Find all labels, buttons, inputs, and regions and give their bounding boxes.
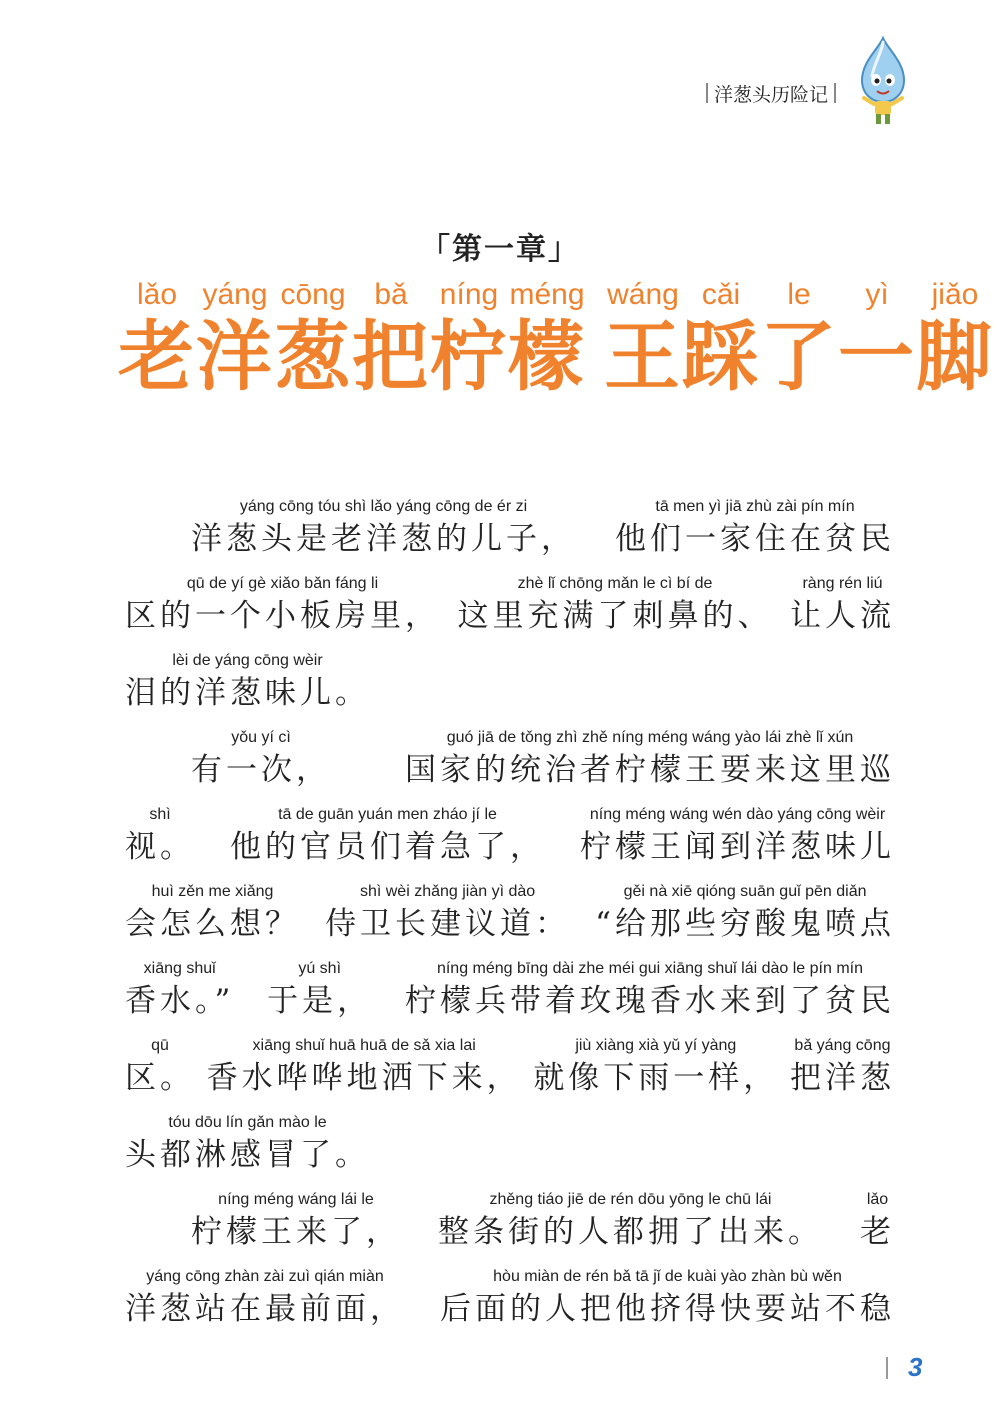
pinyin: lèi de yáng cōng wèir: [172, 652, 323, 669]
hanzi: 头都淋感冒了。: [125, 1137, 370, 1173]
title-pinyin: wáng: [607, 278, 679, 311]
pinyin-annotated-phrase: [615, 495, 895, 559]
pinyin: hòu miàn de rén bǎ tā jǐ de kuài yào zhàn bù wěn: [493, 1268, 842, 1285]
title-pinyin: cǎi: [701, 278, 741, 311]
hanzi: 柠檬王闻到洋葱味儿: [580, 829, 895, 865]
pinyin-annotated-phrase: [325, 880, 570, 944]
title-segment: [430, 275, 508, 399]
title-character: 檬: [508, 312, 586, 401]
pinyin: gěi nà xiē qióng suān guǐ pēn diǎn: [623, 883, 867, 900]
pinyin-annotated-phrase: [125, 1265, 405, 1329]
hanzi: 就像下雨一样，: [533, 1060, 779, 1096]
page-footer: [886, 1352, 922, 1383]
pinyin-annotated-phrase: [438, 1188, 823, 1252]
title-character: 葱: [274, 312, 352, 401]
pinyin-annotated-phrase: [595, 880, 895, 944]
chapter-title: [118, 275, 994, 401]
title-character: 脚: [916, 312, 994, 401]
pinyin: huì zěn me xiǎng: [151, 883, 274, 900]
pinyin: tā men yì jiā zhù zài pín mín: [655, 498, 855, 515]
title-pinyin: le: [787, 278, 811, 311]
title-segment: [760, 275, 838, 399]
pinyin: yǒu yí cì: [231, 729, 291, 746]
pinyin-annotated-phrase: [125, 880, 300, 944]
header-divider-left: [706, 83, 708, 103]
pinyin-annotated-phrase: [191, 495, 576, 559]
hanzi: 侍卫长建议道：: [325, 906, 571, 942]
title-pinyin: níng: [439, 278, 499, 311]
title-character: 一: [838, 312, 916, 401]
pinyin-annotated-phrase: [458, 572, 773, 636]
pinyin-annotated-phrase: [191, 1188, 401, 1252]
pinyin: zhěng tiáo jiē de rén dōu yōng le chū lái: [489, 1191, 772, 1208]
title-pinyin: yì: [865, 278, 889, 311]
hanzi: 国家的统治者柠檬王要来这里巡: [405, 752, 895, 788]
text-line: [125, 790, 895, 867]
hanzi: “给那些穷酸鬼喷点: [595, 906, 895, 942]
pinyin: tóu dōu lín gǎn mào le: [168, 1114, 327, 1131]
text-line: [125, 1098, 895, 1175]
pinyin-annotated-phrase: [533, 1034, 778, 1098]
pinyin: yáng cōng zhàn zài zuì qián miàn: [146, 1268, 384, 1285]
pinyin: jiù xiàng xià yǔ yí yàng: [575, 1037, 737, 1054]
pinyin-annotated-phrase: [790, 1034, 895, 1098]
text-line: [125, 482, 895, 559]
pinyin-annotated-phrase: [790, 572, 895, 636]
title-segment: [508, 275, 586, 399]
pinyin: yú shì: [298, 960, 342, 977]
hanzi: 视。: [125, 829, 195, 865]
hanzi: 柠檬兵带着玫瑰香水来到了贫民: [404, 983, 895, 1019]
pinyin: ràng rén liú: [802, 575, 883, 592]
story-text: [125, 482, 895, 1329]
title-segment: [274, 275, 352, 399]
pinyin-annotated-phrase: [125, 1034, 195, 1098]
pinyin: xiāng shuǐ huā huā de sǎ xia lai: [252, 1037, 476, 1054]
hanzi: 香水。”: [125, 983, 235, 1019]
title-segment: [196, 275, 274, 399]
hanzi: 柠檬王来了，: [191, 1214, 401, 1250]
chapter-label: 「第一章」: [420, 232, 580, 267]
pinyin-annotated-phrase: [125, 1111, 370, 1175]
hanzi: 泪的洋葱味儿。: [125, 675, 370, 711]
pinyin: zhè lǐ chōng mǎn le cì bí de: [517, 575, 713, 592]
hanzi: 老: [860, 1214, 895, 1250]
paragraph: [125, 713, 895, 1175]
title-pinyin: lǎo: [136, 278, 178, 311]
pinyin: shì wèi zhǎng jiàn yì dào: [359, 883, 536, 900]
pinyin: níng méng wáng wén dào yáng cōng wèir: [589, 806, 886, 823]
title-pinyin: méng: [509, 278, 585, 311]
pinyin-annotated-phrase: [207, 1034, 522, 1098]
title-character: 踩: [682, 312, 760, 401]
hanzi: 于是，: [267, 983, 373, 1019]
hanzi: 他的官员们着急了，: [230, 829, 545, 865]
hanzi: 这里充满了刺鼻的、: [457, 598, 773, 634]
pinyin: shì: [149, 806, 171, 823]
pinyin: níng méng wáng lái le: [218, 1191, 374, 1208]
pinyin-annotated-phrase: [191, 726, 331, 790]
hanzi: 区的一个小板房里，: [125, 598, 440, 634]
title-segment: [118, 275, 196, 399]
title-pinyin: bǎ: [374, 278, 408, 311]
text-line: [125, 944, 895, 1021]
title-character: 了: [760, 312, 838, 401]
title-segment: [352, 275, 430, 399]
pinyin: bǎ yáng cōng: [794, 1037, 891, 1054]
pinyin-annotated-phrase: [125, 572, 440, 636]
paragraph: [125, 482, 895, 713]
title-segment: [682, 275, 760, 399]
pinyin-annotated-phrase: [125, 649, 370, 713]
title-character: 洋: [196, 312, 274, 401]
pinyin-annotated-phrase: [267, 957, 372, 1021]
text-line: [125, 713, 895, 790]
pinyin: guó jiā de tǒng zhì zhě níng méng wáng yào lái zhè lǐ xún: [446, 729, 854, 746]
header-divider-right: [834, 83, 836, 103]
hanzi: 整条街的人都拥了出来。: [438, 1214, 823, 1250]
title-character: 老: [118, 312, 196, 401]
book-title: 洋葱头历险记: [714, 84, 829, 106]
hanzi: 他们一家住在贫民: [615, 521, 895, 557]
pinyin-annotated-phrase: [860, 1188, 895, 1252]
hanzi: 区。: [125, 1060, 195, 1096]
pinyin-annotated-phrase: [440, 1265, 895, 1329]
hanzi: 有一次，: [191, 752, 331, 788]
title-segment: [838, 275, 916, 399]
hanzi: 会怎么想？: [125, 906, 300, 942]
pinyin-annotated-phrase: [230, 803, 545, 867]
running-header: [700, 78, 842, 108]
pinyin-annotated-phrase: [580, 803, 895, 867]
text-line: [125, 1252, 895, 1329]
paragraph: [125, 1175, 895, 1329]
title-pinyin: yáng: [202, 278, 268, 311]
hanzi: 后面的人把他挤得快要站不稳: [440, 1291, 895, 1327]
title-pinyin: cōng: [280, 278, 346, 311]
title-pinyin: jiǎo: [931, 278, 979, 311]
pinyin: lǎo: [866, 1191, 889, 1208]
title-segment: [604, 275, 682, 399]
onion-mascot-illustration: [852, 36, 914, 128]
pinyin-annotated-phrase: [125, 957, 234, 1021]
pinyin: xiāng shuǐ: [143, 960, 216, 977]
hanzi: 把洋葱: [789, 1060, 895, 1096]
pinyin-annotated-phrase: [405, 726, 895, 790]
title-segment: [916, 275, 994, 399]
title-character: 把: [352, 312, 430, 401]
pinyin: qū: [151, 1037, 169, 1054]
title-character: 王: [604, 312, 682, 401]
hanzi: 洋葱头是老洋葱的儿子，: [191, 521, 576, 557]
pinyin-annotated-phrase: [405, 957, 895, 1021]
pinyin: níng méng bīng dài zhe méi gui xiāng shuǐ lái dào le pín mín: [436, 960, 863, 977]
hanzi: 让人流: [790, 598, 895, 634]
text-line: [125, 1175, 895, 1252]
pinyin: yáng cōng tóu shì lǎo yáng cōng de ér zi: [239, 498, 528, 515]
pinyin-annotated-phrase: [125, 803, 195, 867]
hanzi: 洋葱站在最前面，: [125, 1291, 405, 1327]
pinyin: tā de guān yuán men zháo jí le: [278, 806, 497, 823]
text-line: [125, 636, 895, 713]
title-character: 柠: [430, 312, 508, 401]
footer-divider: [886, 1357, 888, 1379]
pinyin: qū de yí gè xiǎo bǎn fáng li: [186, 575, 379, 592]
page-number: 3: [908, 1352, 923, 1382]
text-line: [125, 867, 895, 944]
text-line: [125, 1021, 895, 1098]
text-line: [125, 559, 895, 636]
hanzi: 香水哗哗地洒下来，: [206, 1060, 522, 1096]
